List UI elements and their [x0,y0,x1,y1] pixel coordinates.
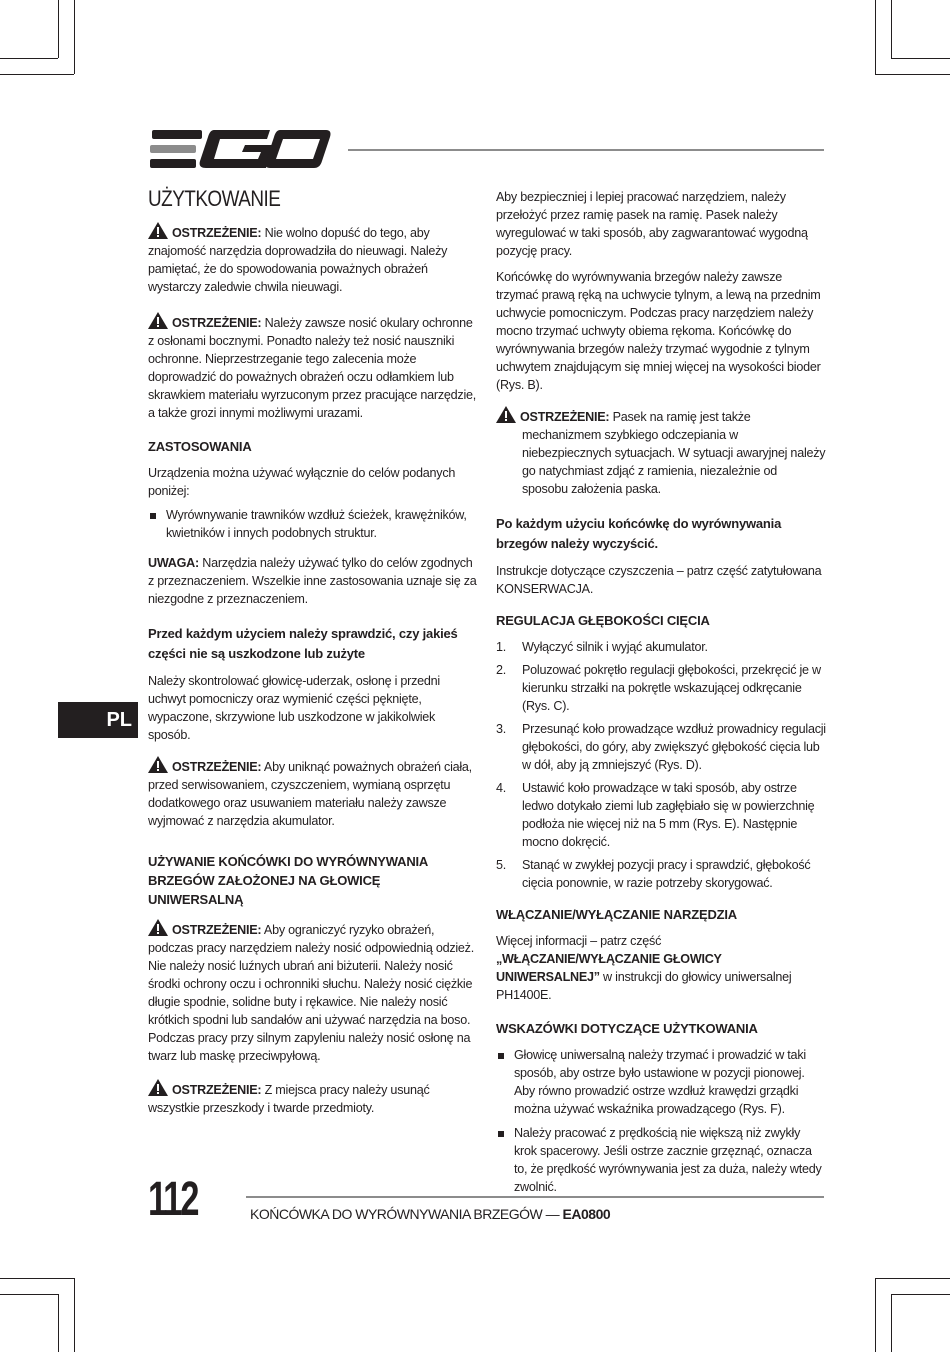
list-item: Głowicę uniwersalną należy trzymać i prowadzić w taki sposób, aby ostrze było ustawione w pozycji pionowej. Aby równo prowadzić ostrze wzdłuż krawędzi grządki można używać wskaźnika prowadzącego (Rys. F). [496,1046,826,1118]
warning-text: Pasek na ramię jest także mechanizmem szybkiego odczepiania w niebezpiecznych sytuacjach. W sytuacji awaryjnej należy go natychmiast zdjąć z ramienia, niezależnie od sposobu założenia paska. [522,410,826,496]
right-column [496,188,826,1208]
warning-triangle-icon [148,222,168,239]
warning-label: OSTRZEŻENIE: [172,760,262,774]
warning-block [148,1079,478,1117]
warning-block [148,919,478,1065]
language-tab: PL [58,702,138,738]
section-heading-usage: UŻYTKOWANIE [148,186,281,211]
crop-mark [891,58,950,59]
warning-label: OSTRZEŻENIE: [172,226,262,240]
page-number: 112 [148,1173,198,1226]
crop-mark [0,74,74,75]
section-heading-clean: Po każdym użyciu końcówkę do wyrównywania brzegów należy wyczyścić. [496,516,782,551]
warning-block [148,312,478,422]
crop-mark [891,0,892,58]
warning-text: Aby ograniczyć ryzyko obrażeń, podczas pracy narzędziem należy nosić odpowiednią odzież. Nie należy nosić luźnych ubrań ani biżuterii. Należy nosić środki ochrony oczu i ochronniki słuchu. Należy nosić ciężkie długie spodnie, solidne buty i rękawice. Nie należy nosić krótkich spodni lub sandałów ani używać narzędzia na boso. Podczas pracy przy silnym zapyleniu należy nosić osłonę na twarz lub maskę przeciwpyłową. [148,923,474,1063]
footer-rule [246,1196,824,1198]
list-item: 2. Poluzować pokrętło regulacji głębokości, przekręcić je w kierunku strzałki na pokrętle wskazującej odkręcanie (Rys. C). [496,663,821,713]
warning-triangle-icon [496,406,516,423]
paragraph: Końcówkę do wyrównywania brzegów należy zawsze trzymać prawą ręką na uchwycie tylnym, a lewą na przednim uchwycie pomocniczym. Podczas pracy narzędziem należy mocno trzymać uchwyty obiema rękoma. Końcówkę do wyrównywania brzegów należy trzymać wygodnie z tylnym uchwytem znajdującym się mniej więcej na wysokości bioder (Rys. B). [496,270,821,392]
paragraph: Urządzenia można używać wyłącznie do celów podanych poniżej: [148,466,456,498]
warning-label: OSTRZEŻENIE: [172,1083,262,1097]
ego-logo [150,128,332,172]
crop-mark [891,1294,892,1352]
section-heading-edger: UŻYWANIE KOŃCÓWKI DO WYRÓWNYWANIA BRZEGÓW ZAŁOŻONEJ NA GŁOWICĘ UNIWERSALNĄ [148,854,428,907]
crop-mark [58,1294,59,1352]
crop-mark [74,1278,75,1352]
paragraph: Należy skontrolować głowicę-uderzak, osłonę i przedni uchwyt pomocniczy oraz wymienić części pęknięte, wypaczone, skrzywione lub uszkodzone w jakikolwiek sposób. [148,674,440,742]
list-item: 1. Wyłączyć silnik i wyjąć akumulator. [496,640,708,654]
crop-mark [0,1294,58,1295]
bullet-icon [498,1131,504,1137]
note-text: Narzędzia należy używać tylko do celów zgodnych z przeznaczeniem. Wszelkie inne zastosowania uznaje się za niezgodne z przeznaczeniem. [148,556,477,606]
note-block [148,554,478,608]
warning-block [148,756,478,830]
footer-title: KOŃCÓWKA DO WYRÓWNYWANIA BRZEGÓW — EA0800 [250,1206,611,1222]
list-item: 4. Ustawić koło prowadzące w taki sposób, aby ostrze ledwo dotykało ziemi lub zagłębiało się w powierzchnię podłoża nie więcej niż na 5 mm (Rys. E). Następnie mocno dokręcić. [496,781,815,849]
bullet-list [496,1046,826,1196]
paragraph: Instrukcje dotyczące czyszczenia – patrz część zatytułowana KONSERWACJA. [496,564,822,596]
section-heading-depth: REGULACJA GŁĘBOKOŚCI CIĘCIA [496,613,710,628]
section-heading-tips: WSKAZÓWKI DOTYCZĄCE UŻYTKOWANIA [496,1021,758,1036]
list-item: Wyrównywanie trawników wzdłuż ścieżek, krawężników, kwietników i innych podobnych struktur. [148,506,478,542]
warning-label: OSTRZEŻENIE: [172,923,262,937]
warning-text: Należy zawsze nosić okulary ochronne z osłonami bocznymi. Ponadto należy też nosić nauszniki ochronne. Nieprzestrzeganie tego zalecenia może doprowadzić do poważnych obrażeń oczu odłamkiem lub skrawkiem materiału wyrzuconym przez pracujące narzędzie, a także grozi innymi możliwymi urazami. [148,316,477,420]
section-heading-onoff: WŁĄCZANIE/WYŁĄCZANIE NARZĘDZIA [496,907,737,922]
crop-mark [58,0,59,58]
warning-block [496,406,826,498]
crop-mark [0,1278,74,1279]
crop-mark [891,1294,950,1295]
list-item: 5. Stanąć w zwykłej pozycji pracy i sprawdzić, głębokość cięcia ponownie, w razie potrzeby skorygować. [496,858,811,890]
section-heading-applications: ZASTOSOWANIA [148,439,252,454]
warning-triangle-icon [148,919,168,936]
warning-triangle-icon [148,312,168,329]
crop-mark [875,0,876,74]
warning-label: OSTRZEŻENIE: [520,410,610,424]
bullet-icon [498,1053,504,1059]
numbered-list [496,638,826,892]
warning-label: OSTRZEŻENIE: [172,316,262,330]
warning-text: Aby uniknąć poważnych obrażeń ciała, przed serwisowaniem, czyszczeniem, wymianą osprzętu dodatkowego oraz usuwaniem materiału należy zawsze wyjmować z narzędzia akumulator. [148,760,472,828]
crop-mark [0,58,58,59]
warning-text: Z miejsca pracy należy usunąć wszystkie przeszkody i twarde przedmioty. [148,1083,430,1115]
left-column [148,188,478,1129]
crop-mark [875,74,950,75]
bullet-list [148,506,478,542]
paragraph: Aby bezpieczniej i lepiej pracować narzędziem, należy przełożyć przez ramię pasek na ramię. Pasek należy wyregulować w taki sposób, aby zagwarantować wygodną pozycję pracy. [496,190,808,258]
list-item: Należy pracować z prędkością nie większą niż zwykły krok spacerowy. Jeśli ostrze zacznie grzęznąć, oznacza to, że prędkość wyrównywania jest za duża, należy wtedy zwolnić. [496,1124,826,1196]
list-item: 3. Przesunąć koło prowadzące wzdłuż prowadnicy regulacji głębokości, do góry, aby zwiększyć głębokość cięcia lub w dół, aby ją zmniejszyć (Rys. D). [496,722,826,772]
header-rule [348,149,824,151]
warning-block [148,222,478,296]
paragraph: Więcej informacji – patrz część „WŁĄCZANIE/WYŁĄCZANIE GŁOWICY UNIWERSALNEJ” w instrukcji do głowicy uniwersalnej PH1400E. [496,934,792,1002]
crop-mark [875,1278,876,1352]
warning-triangle-icon [148,756,168,773]
warning-triangle-icon [148,1079,168,1096]
crop-mark [74,0,75,74]
note-label: UWAGA: [148,556,199,570]
bullet-icon [150,513,156,519]
crop-mark [875,1278,950,1279]
section-heading-check: Przed każdym użyciem należy sprawdzić, czy jakieś części nie są uszkodzone lub zużyte [148,626,458,661]
warning-text: Nie wolno dopuść do tego, aby znajomość narzędzia doprowadziła do nieuwagi. Należy pamiętać, że do spowodowania poważnych obrażeń wystarczy zaledwie chwila nieuwagi. [148,226,448,294]
